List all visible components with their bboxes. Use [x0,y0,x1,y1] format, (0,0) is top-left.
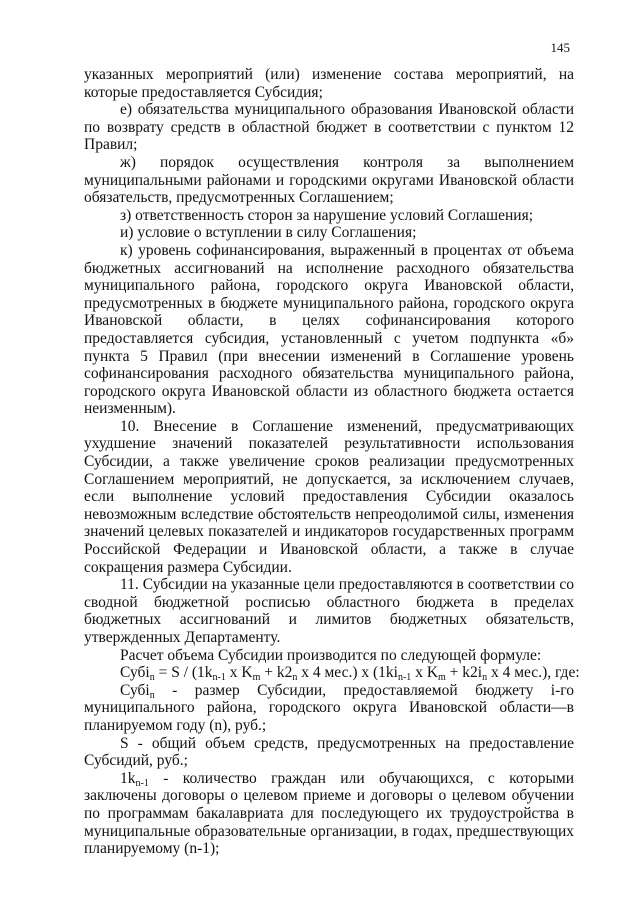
paragraph: к) уровень софинансирования, выраженный в процентах от объема бюджетных ассигнований на исполнение расходного обязательства муниципального района, городского округа Ивановской области, предусмотренных в бюджете муниципального района, городского округа Ивановской области, в целях софинансирования которого предоставляется субсидия, установленный с учетом подпункта «б» пункта 5 Правил (при внесении изменений в Соглашение уровень софинансирования расходного обязательства муниципального района, городского округа Ивановской области из областного бюджета остается неизменным). [84,241,574,418]
paragraph: и) условие о вступлении в силу Соглашения; [120,224,417,242]
page-number: 145 [550,40,570,55]
paragraph: ж) порядок осуществления контроля за выполнением муниципальными районами и городскими округами Ивановской области обязательств, предусмотренных Соглашением; [84,153,574,207]
subsidy-formula: Субi$_n$ = S / ($1k_{n-1}$ x $K_m + k2_n$ x 4 мес.) x ($1ki_{n-1}$ x $K_m + k2i_n$ x 4 мес.), где: [120,664,580,684]
paragraph: Расчет объема Субсидии производится по следующей формуле: [120,646,542,664]
definition-s: S - общий объем средств, предусмотренных на предоставление Субсидий, руб.; [84,734,574,770]
paragraph: 11. Субсидии на указанные цели предоставляются в соответствии со сводной бюджетной росписью областного бюджета в пределах бюджетных ассигнований и лимитов бюджетных обязательств, утвержденных Департаменту. [84,576,574,646]
paragraph: з) ответственность сторон за нарушение условий Соглашения; [120,206,534,224]
paragraph-list [84,66,574,664]
document-body [84,66,580,858]
paragraph: указанных мероприятий (или) изменение состава мероприятий, на которые предоставляется Субсидия; [84,66,574,101]
paragraph: 10. Внесение в Соглашение изменений, предусматривающих ухудшение значений показателей результативности использования Субсидии, а также увеличение сроков реализации предусмотренных Соглашением мероприятий, не допускается, за исключением случаев, если выполнение условий предоставления Субсидии оказалось невозможным вследствие обстоятельств непреодолимой силы, изменения значений целевых показателей и индикаторов государственных программ Российской Федерации и Ивановской области, а также в случае сокращения размера Субсидии. [84,417,574,576]
definition-1k: $1k_{n-1}$ - количество граждан или обучающихся, с которыми заключены договоры о целевом приеме и договоры о целевом обучении по программам бакалавриата для последующего их трудоустройства в муниципальные образовательные организации, в годах, предшествующих планируемому (n-1); [84,769,574,858]
paragraph: е) обязательства муниципального образования Ивановской области по возврату средств в областной бюджет в соответствии с пунктом 12 Правил; [84,101,574,154]
definition-subi: Субi$_n$ - размер Субсидии, предоставляемой бюджету i-го муниципального района, городского округа Ивановской области—в планируемом году (n), руб.; [84,681,574,734]
